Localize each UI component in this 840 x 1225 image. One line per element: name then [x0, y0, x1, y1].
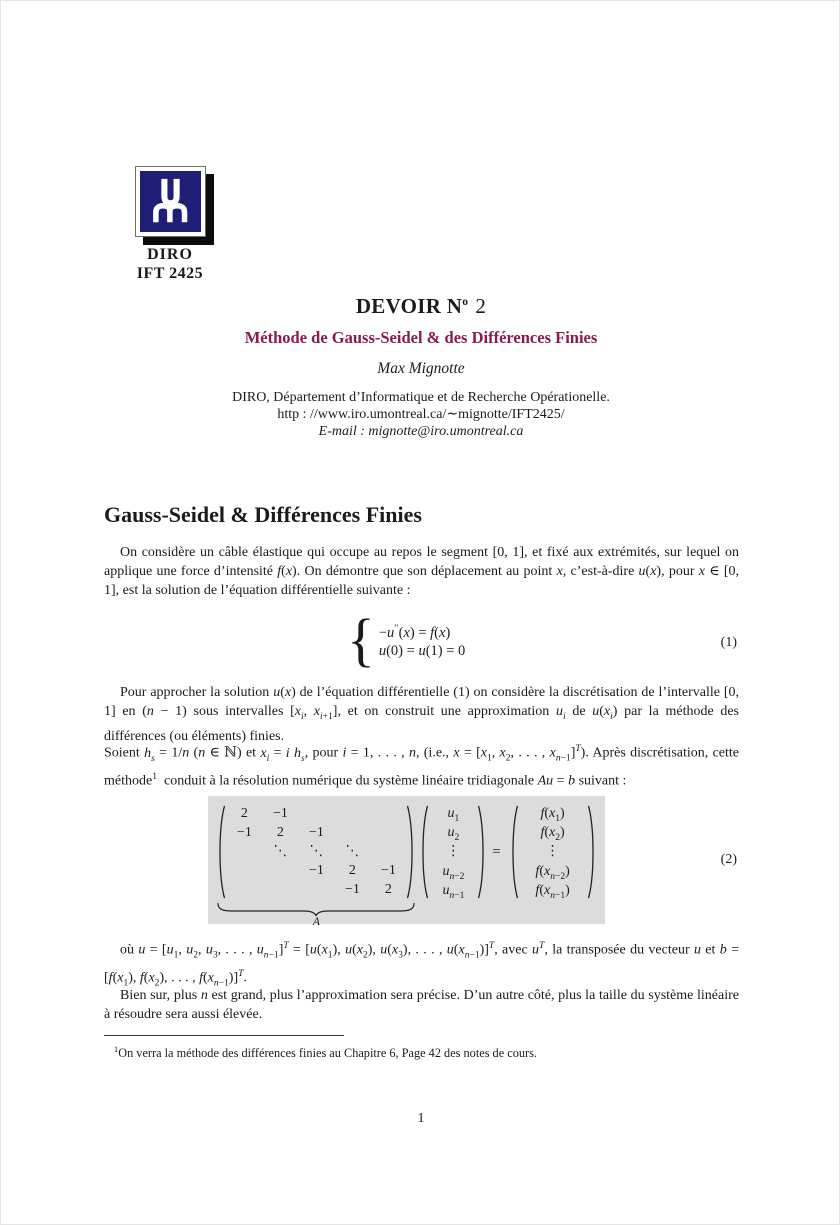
matrix-cell: ⋱	[345, 844, 360, 860]
logo-course-label: IFT 2425	[136, 265, 204, 282]
author-email: E-mail : mignotte@iro.umontreal.ca	[318, 424, 524, 439]
equation-2	[104, 796, 739, 928]
cases-brace-icon: {	[347, 606, 375, 673]
matrix-cell: ⋱	[273, 844, 288, 860]
logo-block	[125, 166, 215, 283]
matrix-cell: −1	[308, 863, 324, 879]
matrix-A-label: A	[312, 916, 320, 928]
paragraph-soient: Soient $h_s = 1/n$ (n ∈ ℕ) et $x_i = i$ $h_s$, pour i = 1, . . . , n, (i.e., $x = [x_1$, $x_2$, . . . , $x_{n-1}]^T$). Après discrétisation, cette méthode$^1$ conduit à la résolution numérique du système linéaire tridiagonale Au = b suivant :	[104, 744, 739, 790]
vector-entry: ⋮	[446, 844, 461, 860]
affiliation: DIRO, Département d’Informatique et de Recherche Opérationelle.	[232, 390, 610, 405]
matrix-cell: −1	[380, 863, 396, 879]
equation-1-line-2: u(0) = u(1) = 0	[378, 642, 466, 659]
underbrace-icon	[216, 901, 416, 916]
matrix-paren-left-icon	[216, 804, 226, 900]
vector-entry: $u_{n-1}$	[442, 882, 465, 901]
equation-2-graybox	[208, 796, 605, 928]
vector-entry: $f(x_{n-2})$	[535, 863, 570, 882]
paragraph-discretisation: Pour approcher la solution u(x) de l’équation différentielle (1) on considère la discrétisation de l’intervalle [0, 1] en (n − 1) sous intervalles [$x_i$, $x_{i+1}$], et on construit une approximation $u_i$ de $u(x_i)$ par la méthode des différences (ou éléments) finies.	[104, 685, 740, 744]
vector-f-paren-left-icon	[509, 804, 519, 900]
matrix-cell: 2	[348, 863, 356, 879]
course-url: http : //www.iro.umontreal.ca/∼mignotte/IFT2425/	[277, 407, 565, 422]
title-superscript: o	[462, 296, 469, 308]
equals-sign: =	[492, 843, 501, 860]
vector-entry: $u_2$	[447, 825, 460, 844]
vector-entry: $u_{n-2}$	[442, 863, 465, 882]
section-heading: Gauss-Seidel & Différences Finies	[104, 502, 422, 527]
matrix-cell: ⋱	[309, 844, 324, 860]
equation-1-label: (1)	[720, 635, 737, 650]
title-main: DEVOIR N	[355, 294, 463, 318]
vector-entry: ⋮	[545, 844, 560, 860]
matrix-cell: −1	[344, 882, 360, 898]
matrix-cell: −1	[236, 824, 252, 840]
matrix-cell: −1	[272, 805, 288, 821]
document-subtitle: Méthode de Gauss-Seidel & des Différences Finies	[244, 328, 598, 347]
vector-f-entries	[519, 804, 587, 900]
udem-logo	[135, 166, 206, 237]
paragraph-intro: On considère un câble élastique qui occupe au repos le segment [0, 1], et fixé aux extrémités, sur lequel on applique une force d’intensité f(x). On démontre que son déplacement au point x, c’est-à-dire u(x), pour x ∈ [0, 1], est la solution de l’équation différentielle suivante :	[104, 545, 739, 598]
footnote-text: $^1$On verra la méthode des différences finies au Chapitre 6, Page 42 des notes de cours.	[114, 1045, 537, 1061]
vector-f	[509, 804, 597, 900]
vector-entry: $f(x_2)$	[540, 825, 565, 844]
title-number: 2	[475, 294, 487, 318]
page-number: 1	[417, 1111, 425, 1126]
matrix-cell: 2	[384, 882, 392, 898]
vector-entry: $f(x_{n-1})$	[535, 882, 570, 901]
logo-dept-label: DIRO	[147, 246, 193, 263]
equation-1-line-1: −u′′(x) = f(x)	[378, 622, 451, 641]
matrix-paren-right-icon	[406, 804, 416, 900]
matrix-A-grid	[226, 804, 406, 900]
title-block	[1, 294, 840, 440]
footnote-rule	[104, 1035, 344, 1036]
matrix-A-delimited	[216, 804, 416, 900]
author-name: Max Mignotte	[377, 360, 465, 377]
equation-2-label: (2)	[720, 852, 737, 867]
vector-entry: $u_1$	[447, 806, 460, 824]
vector-u-paren-right-icon	[477, 804, 487, 900]
equation-1	[104, 606, 739, 673]
vector-f-paren-right-icon	[587, 804, 597, 900]
paragraph-ou-u: où $u = [u_1$, $u_2$, $u_3$, . . . , $u_{n-1}]^T = [u(x_1)$, $u(x_2)$, $u(x_3)$, . . . , $u(x_{n-1})]^T$, avec $u^T$, la transposée du vecteur u et $b = [f(x_1)$, $f(x_2)$, . . . , $f(x_{n-1})]^T$.	[104, 941, 739, 989]
matrix-cell: 2	[240, 805, 248, 821]
vector-u	[419, 804, 487, 900]
vector-u-entries	[429, 804, 477, 900]
equation-1-lines	[379, 617, 465, 663]
matrix-A	[216, 804, 416, 928]
vector-entry: $f(x_1)$	[540, 806, 565, 824]
matrix-cell: −1	[308, 824, 324, 840]
matrix-cell: 2	[276, 824, 284, 840]
udem-logo-icon	[140, 171, 201, 232]
document-title	[1, 294, 840, 319]
paragraph-bien-sur: Bien sur, plus n est grand, plus l’approximation sera précise. D’un autre côté, plus la taille du système linéaire à résoudre sera aussi élevée.	[104, 988, 739, 1022]
equation-1-cases	[347, 606, 466, 673]
vector-u-paren-left-icon	[419, 804, 429, 900]
